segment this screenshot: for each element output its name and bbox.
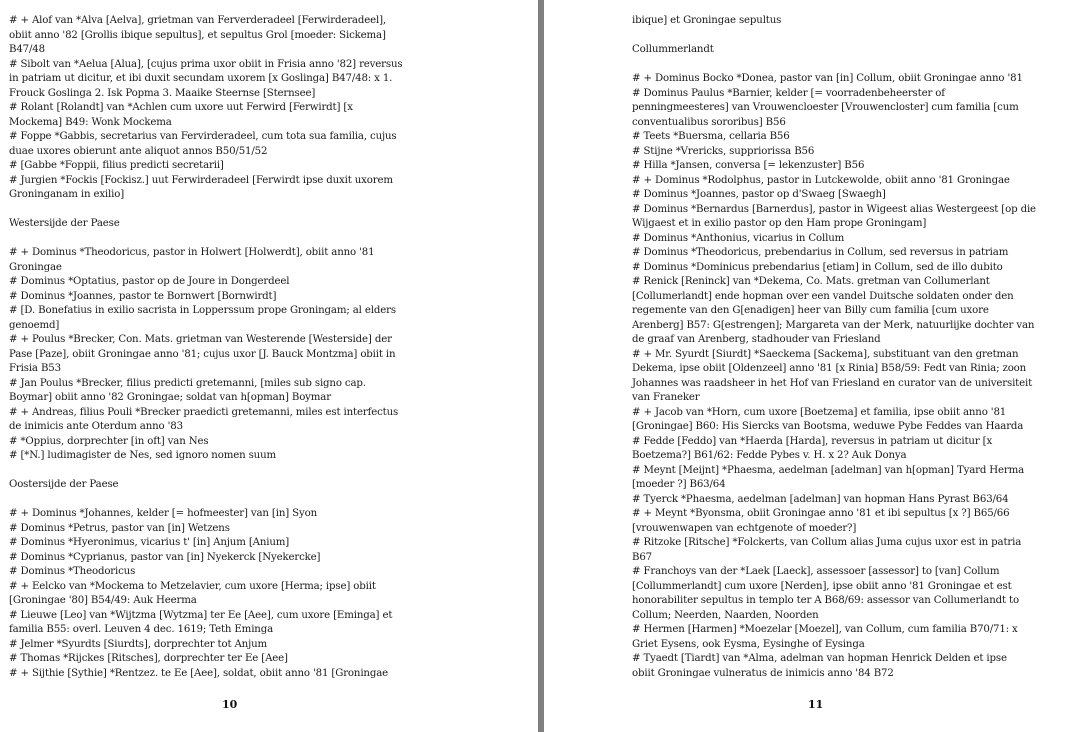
text-line: genoemd] bbox=[9, 319, 60, 331]
text-line: obiit anno '82 [Grollis ibique sepultus], et sepultus Grol [moeder: Sickema] bbox=[9, 29, 386, 41]
text-line: # + Dominus *Johannes, kelder [= hofmeester] van [in] Syon bbox=[9, 508, 318, 519]
text-line: # Dominus *Hyeronimus, vicarius t' [in] Anjum [Anium] bbox=[9, 537, 290, 548]
text-line: Boetzema?] B61/62: Fedde Pybes v. H. x 2? Auk Donya bbox=[632, 450, 907, 461]
left-page bbox=[0, 0, 538, 732]
text-line: # + Dominus *Theodoricus, pastor in Holwert [Holwerdt], obiit anno '81 bbox=[9, 247, 375, 258]
text-line: # Jurgien *Fockis [Fockisz.] uut Ferwirderadeel [Ferwirdt ipse duxit uxorem bbox=[9, 174, 393, 186]
text-line: de inimicis ante Oterdum anno '83 bbox=[9, 421, 183, 432]
text-line: # + Andreas, filius Pouli *Brecker praedicti gretemanni, miles est interfectus bbox=[9, 406, 399, 418]
text-line: # Dominus *Anthonius, vicarius in Collum bbox=[632, 232, 845, 244]
text-line: # + Jacob van *Horn, cum uxore [Boetzema] et familia, ipse obiit anno '81 bbox=[632, 406, 1007, 418]
text-line: # Dominus *Theodoricus, prebendarius in Collum, sed reversus in patriam bbox=[632, 247, 1009, 258]
text-line: # Renick [Reninck] van *Dekema, Co. Mats. gretman van Collumerlant bbox=[632, 276, 990, 287]
text-line: Boymar] obiit anno '82 Groningae; soldat van h[opman] Boymar bbox=[9, 392, 331, 403]
text-line: # Fedde [Feddo] van *Haerda [Harda], reversus in patriam ut dicitur [x bbox=[632, 435, 993, 447]
text-line: # Meynt [Meijnt] *Phaesma, aedelman [adelman] van h[opman] Tyard Herma bbox=[632, 464, 1025, 476]
page-number-right: 11 bbox=[808, 698, 824, 711]
text-line: # Dominus *Bernardus [Barnerdus], pastor in Wigeest alias Westergeest [op die bbox=[632, 203, 1036, 215]
blank-line bbox=[9, 493, 528, 508]
text-line: [Collummerlandt] cum uxore [Nerden], ipse obiit anno '81 Groningae et est bbox=[632, 580, 1012, 592]
text-line: # Rolant [Rolandt] van *Achlen cum uxore uut Ferwird [Ferwirdt] [x bbox=[9, 102, 353, 113]
text-line: Westersijde der Paese bbox=[9, 218, 120, 229]
text-line: # Lieuwe [Leo] van *Wijtzma [Wytzma] ter Ee [Aee], cum uxore [Eminga] et bbox=[9, 609, 393, 621]
text-line: # Teets *Buersma, cellaria B56 bbox=[632, 131, 790, 142]
text-line: honorabiliter sepultus in templo ter A B68/69: assessor van Collumerlandt to bbox=[632, 595, 1019, 606]
right-page-text bbox=[632, 14, 1086, 681]
text-line: # + Mr. Syurdt [Siurdt] *Saeckema [Sackema], substituant van den gretman bbox=[632, 348, 1019, 360]
text-line: # + Eelcko van *Mockema to Metzelavier, cum uxore [Herma; ipse] obiit bbox=[9, 580, 376, 592]
text-line: Pase [Paze], obiit Groningae anno '81; cujus uxor [J. Bauck Montzma] obiit in bbox=[9, 348, 396, 360]
blank-line bbox=[9, 232, 528, 247]
text-line: # [*N.] ludimagister de Nes, sed ignoro nomen suum bbox=[9, 450, 276, 461]
blank-line bbox=[9, 203, 528, 218]
text-line: # [D. Bonefatius in exilio sacrista in Lopperssum prope Groningam; al elders bbox=[9, 305, 396, 316]
text-line: B67 bbox=[632, 551, 652, 563]
text-line: # *Oppius, dorprechter [in oft] van Nes bbox=[9, 435, 209, 447]
text-line: regemente van den G[enadigen] heer van Billy cum familia [cum uxore bbox=[632, 305, 989, 316]
text-line: Griet Eysens, ook Eysma, Eysinghe of Eysinga bbox=[632, 638, 865, 650]
text-line: # Hermen [Harmen] *Moezelar [Moezel], van Collum, cum familia B70/71: x bbox=[632, 624, 1018, 635]
text-line: duae uxores obierunt ante aliquot annos B50/51/52 bbox=[9, 145, 268, 157]
blank-line bbox=[632, 58, 1086, 73]
text-line: van Franeker bbox=[632, 392, 700, 403]
text-line: # Foppe *Gabbis, secretarius van Fervirderadeel, cum tota sua familia, cujus bbox=[9, 131, 397, 142]
text-line: # [Gabbe *Foppii, filius predicti secretarii] bbox=[9, 160, 224, 171]
text-line: [moeder ?] B63/64 bbox=[632, 479, 726, 490]
blank-line bbox=[9, 464, 528, 479]
text-line: # Ritzoke [Ritsche] *Folckerts, van Collum alias Juma cujus uxor est in patria bbox=[632, 537, 1022, 548]
text-line: conventualibus sororibus] B56 bbox=[632, 116, 786, 128]
text-line: # Sibolt van *Aelua [Alua], [cujus prima uxor obiit in Frisia anno '82] reversus bbox=[9, 58, 403, 70]
text-line: penningmeesteres] van Vrouwencloester [Vrouwencloster] cum familia [cum bbox=[632, 102, 1019, 113]
text-line: Johannes was raadsheer in het Hof van Friesland en curator van de universiteit bbox=[632, 377, 1033, 389]
text-line: Arenberg] B57: G[estrengen]; Margareta van der Merk, natuurlijke dochter van bbox=[632, 319, 1035, 331]
text-line: # Hilla *Jansen, conversa [= lekenzuster] B56 bbox=[632, 160, 865, 171]
text-line: # + Dominus *Rodolphus, pastor in Lutckewolde, obiit anno '81 Groningae bbox=[632, 174, 1010, 186]
left-page-text bbox=[9, 14, 528, 681]
text-line: # Tyaedt [Tiardt] van *Alma, adelman van hopman Henrick Delden et ipse bbox=[632, 653, 1007, 664]
blank-line bbox=[632, 29, 1086, 44]
text-line: in patriam ut dicitur, et ibi duxit secundam uxorem [x Goslinga] B47/48: x 1. bbox=[9, 73, 393, 84]
right-page bbox=[544, 0, 1092, 732]
text-line: # Dominus *Theodoricus bbox=[9, 566, 136, 577]
text-line: B47/48 bbox=[9, 44, 45, 55]
text-line: # Franchoys van der *Laek [Laeck], assessoer [assessor] to [van] Collum bbox=[632, 566, 1000, 577]
text-line: Frisia B53 bbox=[9, 363, 61, 374]
text-line: # + Sijthie [Sythie] *Rentzez. te Ee [Aee], soldat, obiit anno '81 [Groningae bbox=[9, 667, 389, 679]
text-line: # Dominus *Joannes, pastor op d'Swaeg [Swaegh] bbox=[632, 189, 886, 200]
text-line: # Jan Poulus *Brecker, filius predicti gretemanni, [miles sub signo cap. bbox=[9, 377, 366, 389]
text-line: Mockema] B49: Wonk Mockema bbox=[9, 116, 172, 128]
text-line: # Dominus *Dominicus prebendarius [etiam] in Collum, sed de illo dubito bbox=[632, 261, 1003, 273]
text-line: Groninganam in exilio] bbox=[9, 189, 125, 200]
text-line: Collummerlandt bbox=[632, 44, 714, 55]
text-line: Frouck Goslinga 2. Isk Popma 3. Maaike Steernse [Sternsee] bbox=[9, 87, 316, 99]
text-line: familia B55: overl. Leuven 4 dec. 1619; Teth Eminga bbox=[9, 624, 274, 635]
text-line: # Dominus *Joannes, pastor te Bornwert [Bornwirdt] bbox=[9, 290, 277, 302]
text-line: # Stijne *Vrericks, suppriorissa B56 bbox=[632, 145, 815, 157]
text-line: Groningae bbox=[9, 261, 62, 273]
text-line: [vrouwenwapen van echtgenote of moeder?] bbox=[632, 522, 857, 534]
text-line: Wijgaest et in exilio pastor op den Ham prope Groningam] bbox=[632, 218, 927, 229]
text-line: # Dominus *Optatius, pastor op de Joure in Dongerdeel bbox=[9, 276, 290, 287]
text-line: Oostersijde der Paese bbox=[9, 479, 119, 490]
text-line: ibique] et Groningae sepultus bbox=[632, 15, 782, 26]
text-line: de graaf van Arenberg, stadhouder van Friesland bbox=[632, 334, 881, 345]
text-line: Dekema, ipse obiit [Oldenzeel] anno '81 [x Rinia] B58/59: Fedt van Rinia; zoon bbox=[632, 363, 1027, 374]
text-line: obiit Groningae vulneratus de inimicis anno '84 B72 bbox=[632, 667, 894, 679]
text-line: # Dominus *Cyprianus, pastor van [in] Nyekerck [Nyekercke] bbox=[9, 551, 321, 563]
text-line: # Dominus Paulus *Barnier, kelder [= voorradenbeheerster of bbox=[632, 87, 945, 99]
text-line: [Groningae '80] B54/49: Auk Heerma bbox=[9, 595, 197, 606]
text-line: [Collumerlandt] ende hopman over een vandel Duitsche soldaten onder den bbox=[632, 290, 1014, 302]
page-number-left: 10 bbox=[222, 698, 238, 711]
text-line: Collum; Neerden, Naarden, Noorden bbox=[632, 609, 819, 621]
text-line: # + Alof van *Alva [Aelva], grietman van Ferverderadeel [Ferwirderadeel], bbox=[9, 15, 387, 26]
text-line: # + Meynt *Byonsma, obiit Groningae anno '81 et ibi sepultus [x ?] B65/66 bbox=[632, 508, 1010, 519]
text-line: # + Dominus Bocko *Donea, pastor van [in] Collum, obiit Groningae anno '81 bbox=[632, 73, 1023, 84]
text-line: [Groningae] B60: His Siercks van Bootsma, weduwe Pybe Feddes van Haarda bbox=[632, 421, 1024, 432]
text-line: # Jelmer *Syurdts [Siurdts], dorprechter tot Anjum bbox=[9, 638, 268, 650]
text-line: # Dominus *Petrus, pastor van [in] Wetzens bbox=[9, 522, 230, 534]
text-line: # Tyerck *Phaesma, aedelman [adelman] van hopman Hans Pyrast B63/64 bbox=[632, 493, 1009, 505]
text-line: # + Poulus *Brecker, Con. Mats. grietman van Westerende [Westerside] der bbox=[9, 334, 392, 345]
text-line: # Thomas *Rijckes [Ritsches], dorprechter ter Ee [Aee] bbox=[9, 653, 288, 664]
